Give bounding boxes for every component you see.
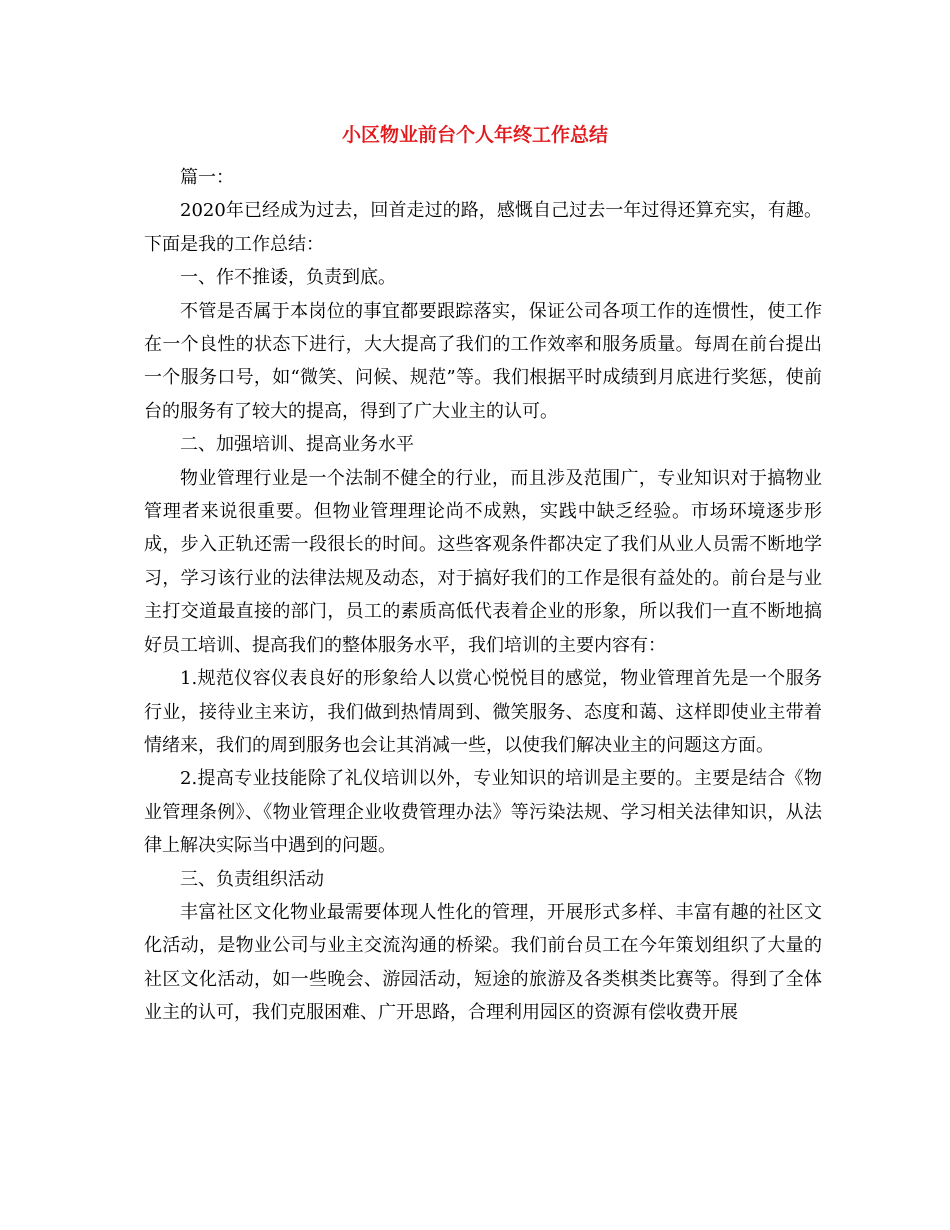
body-paragraph-3: 丰富社区文化物业最需要体现人性化的管理，开展形式多样、丰富有趣的社区文化活动，是物业公司与业主交流沟通的桥梁。我们前台员工在今年策划组织了大量的社区文化活动，如一些晚会、游园活动，短途的旅游及各类棋类比赛等。得到了全体业主的认可，我们克服困难、广开思路，合理利用园区的资源有偿收费开展: [144, 901, 822, 1024]
body-paragraph-2: 物业管理行业是一个法制不健全的行业，而且涉及范围广，专业知识对于搞物业管理者来说很重要。但物业管理理论尚不成熟，实践中缺乏经验。市场环境逐步形成，步入正轨还需一段很长的时间。这些客观条件都决定了我们从业人员需不断地学习，学习该行业的法律法规及动态，对于搞好我们的工作是很有益处的。前台是与业主打交道最直接的部门，员工的素质高低代表着企业的形象，所以我们一直不断地搞好员工培训、提高我们的整体服务水平，我们培训的主要内容有：: [144, 467, 822, 656]
list-item-1: 1.规范仪容仪表良好的形象给人以赏心悦悦目的感觉，物业管理首先是一个服务行业，接待业主来访，我们做到热情周到、微笑服务、态度和蔼、这样即使业主带着情绪来，我们的周到服务也会让其消减一些，以使我们解决业主的问题这方面。: [144, 668, 822, 756]
section-heading-3: 三、负责组织活动: [180, 868, 324, 890]
section-heading-1: 一、作不推诿，负责到底。: [180, 267, 396, 289]
document-body: [144, 161, 822, 1030]
intro-paragraph: 2020年已经成为过去，回首走过的路，感慨自己过去一年过得还算充实，有趣。下面是我的工作总结：: [144, 200, 822, 255]
document-title: 小区物业前台个人年终工作总结: [341, 124, 608, 146]
body-paragraph-1: 不管是否属于本岗位的事宜都要跟踪落实，保证公司各项工作的连惯性，使工作在一个良性的状态下进行，大大提高了我们的工作效率和服务质量。每周在前台提出一个服务口号，如“微笑、问候、规范”等。我们根据平时成绩到月底进行奖惩，使前台的服务有了较大的提高，得到了广大业主的认可。: [144, 300, 822, 422]
section-label: 篇一：: [180, 167, 234, 188]
list-item-2: 2.提高专业技能除了礼仪培训以外，专业知识的培训是主要的。主要是结合《物业管理条例》、《物业管理企业收费管理办法》等污染法规、学习相关法律知识，从法律上解决实际当中遇到的问题。: [144, 768, 822, 857]
section-heading-2: 二、加强培训、提高业务水平: [180, 434, 414, 456]
